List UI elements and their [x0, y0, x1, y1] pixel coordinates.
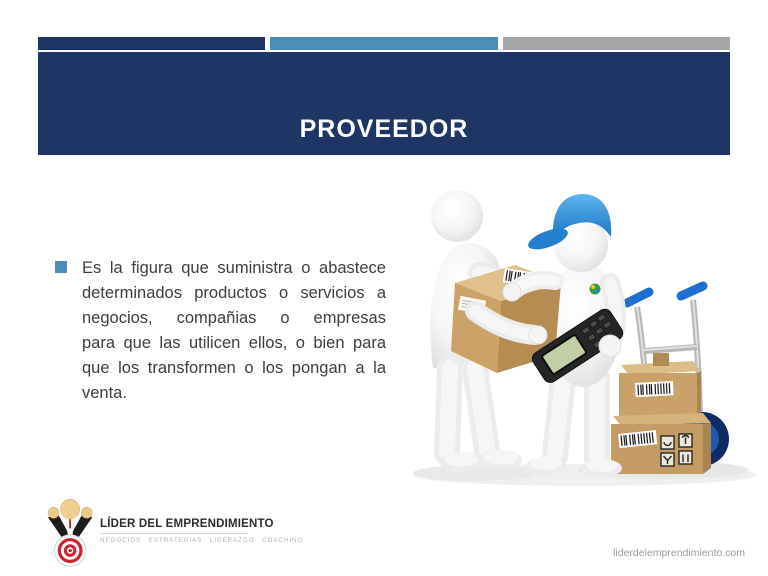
- bullet-line: para que las utilicen ellos, o bien para: [82, 334, 386, 352]
- bullet-line: determinados productos o servicios a: [82, 284, 386, 302]
- bullet-line: que los transformen o los pongan a la: [82, 359, 386, 377]
- logo-title: LÍDER DEL EMPRENDIMIENTO: [100, 518, 274, 530]
- website-url: liderdelemprendimiento.com: [613, 547, 745, 559]
- accent-bar-navy: [38, 37, 265, 50]
- logo-tagline: NEGOCIOS ESTRATEGIAS LIDERAZGO COACHING: [100, 533, 248, 544]
- accent-bars: [38, 37, 730, 50]
- page-title: PROVEEDOR: [299, 115, 469, 143]
- delivery-illustration: [405, 183, 768, 490]
- bullet-marker-icon: [55, 261, 67, 273]
- accent-bar-gray: [503, 37, 730, 50]
- bullet-line: venta.: [82, 384, 127, 402]
- stacked-boxes-icon: [611, 353, 711, 474]
- bullet-text: [82, 256, 386, 406]
- title-band: [38, 52, 730, 155]
- logo: [100, 518, 304, 544]
- bullet-item: [55, 256, 386, 406]
- bullet-line: negocios, compañias o empresas: [82, 309, 386, 327]
- accent-bar-steel: [270, 37, 497, 50]
- bullet-line: Es la figura que suministra o abastece: [82, 259, 386, 277]
- logo-target-icon: [36, 497, 108, 569]
